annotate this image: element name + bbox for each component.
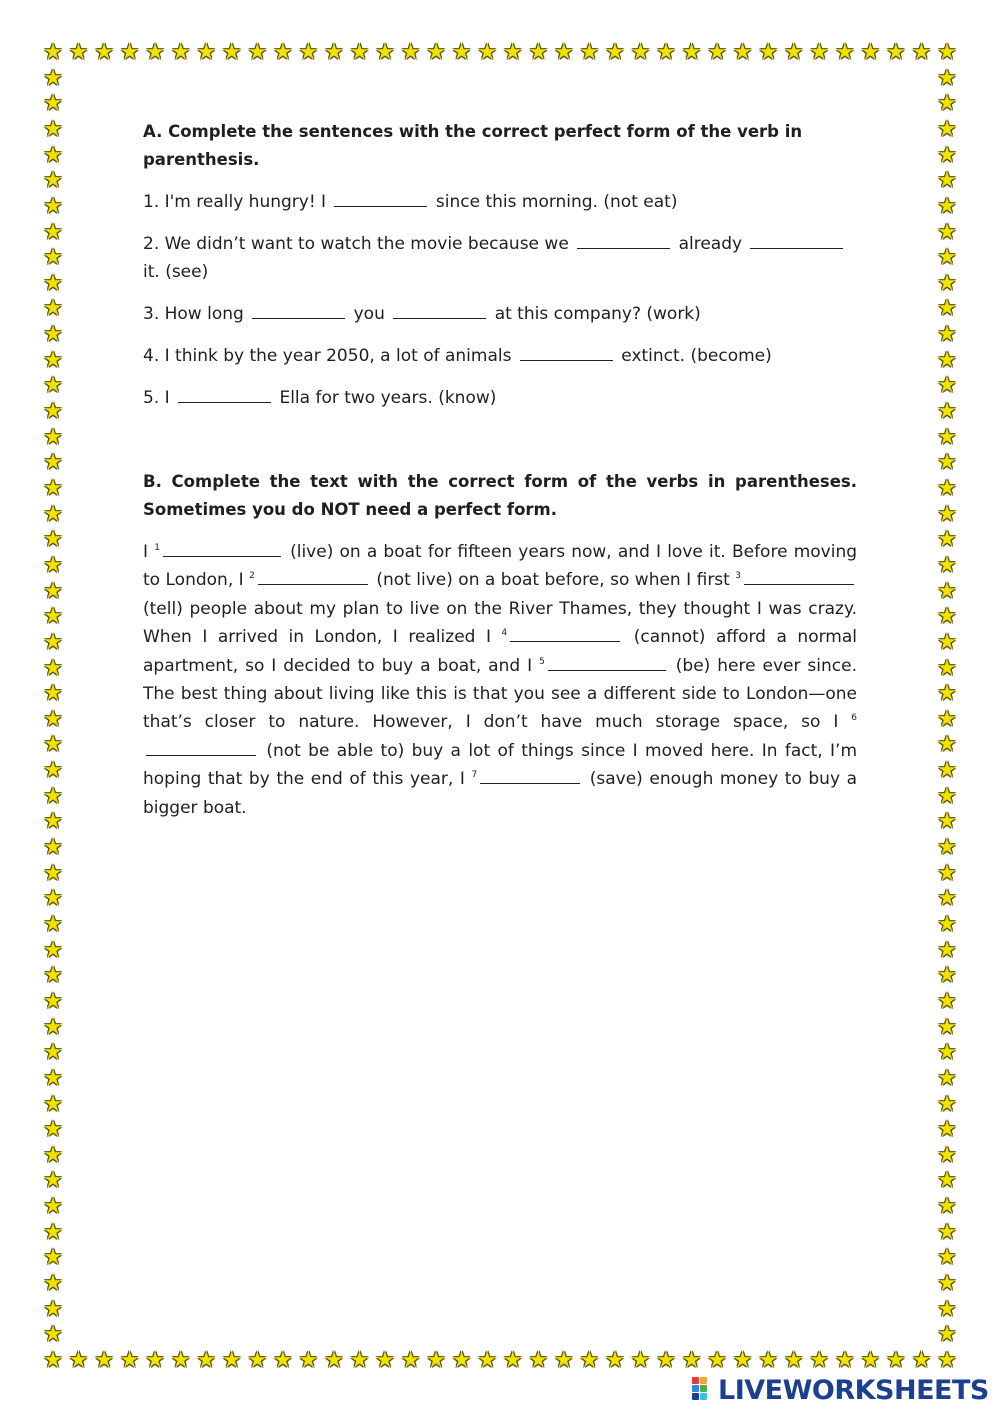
passage-text: (not be able to) buy a lot of things since I moved here. In fact, I’m hoping that by the end of this year, I bbox=[143, 740, 857, 790]
star-icon: ★ bbox=[43, 886, 63, 912]
star-icon: ★ bbox=[43, 65, 63, 91]
star-icon: ★ bbox=[937, 1194, 957, 1220]
star-icon: ★ bbox=[528, 1348, 549, 1373]
answer-blank[interactable] bbox=[750, 232, 843, 249]
star-icon: ★ bbox=[43, 655, 63, 681]
star-icon: ★ bbox=[937, 399, 957, 425]
star-icon: ★ bbox=[937, 706, 957, 732]
logo-text: LIVEWORKSHEETS bbox=[718, 1374, 989, 1406]
star-icon: ★ bbox=[477, 1348, 498, 1373]
star-icon: ★ bbox=[937, 835, 957, 861]
star-icon: ★ bbox=[937, 1065, 957, 1091]
star-icon: ★ bbox=[656, 1348, 676, 1373]
star-icon: ★ bbox=[298, 1348, 319, 1373]
answer-blank[interactable] bbox=[334, 190, 427, 207]
star-icon: ★ bbox=[94, 40, 114, 65]
star-icon: ★ bbox=[937, 1091, 957, 1117]
worksheet-content bbox=[143, 118, 857, 822]
star-icon: ★ bbox=[681, 1348, 702, 1373]
star-icon: ★ bbox=[400, 40, 421, 65]
star-icon: ★ bbox=[937, 40, 957, 65]
star-icon: ★ bbox=[43, 758, 63, 784]
star-icon: ★ bbox=[937, 860, 957, 886]
star-icon: ★ bbox=[758, 40, 779, 65]
star-icon: ★ bbox=[43, 783, 63, 809]
answer-blank[interactable] bbox=[252, 302, 345, 319]
star-icon: ★ bbox=[886, 1348, 906, 1373]
star-icon: ★ bbox=[145, 1348, 166, 1373]
answer-blank[interactable] bbox=[163, 540, 281, 557]
star-icon: ★ bbox=[937, 1219, 957, 1245]
star-icon: ★ bbox=[43, 476, 63, 501]
logo-grid-icon bbox=[692, 1377, 716, 1403]
question-2 bbox=[143, 230, 857, 286]
star-icon: ★ bbox=[707, 40, 727, 65]
passage-text: (not live) on a boat before, so when I first bbox=[376, 570, 730, 591]
gap-number: 7 bbox=[471, 770, 478, 781]
section-a-heading: A. Complete the sentences with the correct perfect form of the verb in parenthesis. bbox=[143, 122, 803, 169]
star-icon: ★ bbox=[937, 1348, 957, 1373]
star-icon: ★ bbox=[937, 783, 957, 809]
star-icon: ★ bbox=[937, 296, 957, 322]
star-icon: ★ bbox=[502, 40, 523, 65]
star-icon: ★ bbox=[43, 399, 63, 425]
star-icon: ★ bbox=[43, 270, 63, 296]
question-text: 5. I bbox=[143, 388, 170, 408]
star-icon: ★ bbox=[119, 40, 140, 65]
star-icon: ★ bbox=[937, 886, 957, 912]
star-icon: ★ bbox=[656, 40, 676, 65]
star-icon: ★ bbox=[43, 424, 63, 450]
star-icon: ★ bbox=[43, 168, 63, 194]
star-icon: ★ bbox=[860, 40, 881, 65]
star-icon: ★ bbox=[43, 1271, 63, 1297]
star-icon: ★ bbox=[937, 116, 957, 142]
star-icon: ★ bbox=[937, 732, 957, 758]
star-icon: ★ bbox=[502, 1348, 523, 1373]
star-icon: ★ bbox=[937, 963, 957, 989]
star-icon: ★ bbox=[43, 681, 63, 707]
star-icon: ★ bbox=[937, 91, 957, 117]
star-icon: ★ bbox=[426, 1348, 446, 1373]
star-icon: ★ bbox=[937, 1245, 957, 1271]
question-text: it. (see) bbox=[143, 262, 209, 282]
star-icon: ★ bbox=[43, 578, 63, 604]
star-icon: ★ bbox=[94, 1348, 114, 1373]
star-icon: ★ bbox=[911, 1348, 932, 1373]
gap-number: 6 bbox=[851, 713, 857, 724]
star-icon: ★ bbox=[43, 963, 63, 989]
star-icon: ★ bbox=[273, 1348, 293, 1373]
star-icon: ★ bbox=[477, 40, 498, 65]
star-icon: ★ bbox=[758, 1348, 779, 1373]
star-icon: ★ bbox=[937, 758, 957, 784]
star-icon: ★ bbox=[605, 40, 625, 65]
star-icon: ★ bbox=[937, 988, 957, 1014]
star-icon: ★ bbox=[937, 1271, 957, 1297]
star-icon: ★ bbox=[809, 40, 830, 65]
star-icon: ★ bbox=[630, 1348, 651, 1373]
star-icon: ★ bbox=[43, 835, 63, 861]
star-icon: ★ bbox=[43, 604, 63, 630]
star-icon: ★ bbox=[43, 1322, 63, 1348]
passage-text: (live) on a boat for fifteen years now, and I love it. Before moving to London, I bbox=[143, 542, 858, 591]
star-icon: ★ bbox=[43, 937, 63, 963]
star-icon: ★ bbox=[937, 937, 957, 963]
answer-blank[interactable] bbox=[178, 386, 271, 403]
question-1 bbox=[143, 188, 857, 216]
star-icon: ★ bbox=[43, 347, 63, 373]
star-icon: ★ bbox=[937, 912, 957, 937]
question-text: since this morning. (not eat) bbox=[435, 192, 678, 212]
star-icon: ★ bbox=[375, 40, 395, 65]
star-icon: ★ bbox=[553, 40, 574, 65]
star-icon: ★ bbox=[553, 1348, 574, 1373]
star-icon: ★ bbox=[43, 629, 63, 655]
star-icon: ★ bbox=[43, 527, 63, 553]
star-icon: ★ bbox=[196, 40, 217, 65]
question-text: you bbox=[353, 304, 385, 324]
star-icon: ★ bbox=[937, 450, 957, 476]
star-icon: ★ bbox=[451, 1348, 472, 1373]
star-icon: ★ bbox=[273, 40, 293, 65]
star-icon: ★ bbox=[221, 1348, 242, 1373]
star-icon: ★ bbox=[937, 142, 957, 168]
answer-blank[interactable] bbox=[744, 568, 854, 585]
star-icon: ★ bbox=[834, 1348, 855, 1373]
answer-blank[interactable] bbox=[548, 654, 666, 671]
star-icon: ★ bbox=[937, 270, 957, 296]
star-icon: ★ bbox=[43, 1348, 63, 1373]
gap-number: 4 bbox=[501, 628, 508, 639]
star-icon: ★ bbox=[43, 1040, 63, 1066]
star-icon: ★ bbox=[937, 373, 957, 399]
star-icon: ★ bbox=[43, 1168, 63, 1194]
star-icon: ★ bbox=[43, 1219, 63, 1245]
question-text: 3. How long bbox=[143, 304, 244, 324]
passage bbox=[143, 538, 857, 822]
star-icon: ★ bbox=[247, 1348, 268, 1373]
star-icon: ★ bbox=[579, 40, 600, 65]
question-text: Ella for two years. (know) bbox=[279, 388, 497, 408]
gap-number: 2 bbox=[249, 571, 255, 582]
star-icon: ★ bbox=[809, 1348, 830, 1373]
star-icon: ★ bbox=[630, 40, 651, 65]
star-icon: ★ bbox=[43, 732, 63, 758]
star-icon: ★ bbox=[43, 116, 63, 142]
star-icon: ★ bbox=[937, 1014, 957, 1040]
star-icon: ★ bbox=[937, 1117, 957, 1143]
star-icon: ★ bbox=[43, 219, 63, 245]
star-icon: ★ bbox=[43, 501, 63, 527]
liveworksheets-logo bbox=[692, 1375, 989, 1405]
passage-text: I bbox=[143, 542, 149, 562]
star-icon: ★ bbox=[43, 322, 63, 348]
question-4 bbox=[143, 342, 857, 370]
question-text: extinct. (become) bbox=[621, 346, 772, 366]
star-icon: ★ bbox=[937, 809, 957, 835]
star-icon: ★ bbox=[937, 1142, 957, 1168]
star-icon: ★ bbox=[937, 193, 957, 219]
star-icon: ★ bbox=[298, 40, 319, 65]
gap-number: 3 bbox=[735, 571, 742, 582]
star-icon: ★ bbox=[43, 1142, 63, 1168]
star-icon: ★ bbox=[43, 1194, 63, 1220]
star-icon: ★ bbox=[349, 1348, 370, 1373]
star-icon: ★ bbox=[400, 1348, 421, 1373]
star-icon: ★ bbox=[170, 1348, 191, 1373]
star-icon: ★ bbox=[937, 655, 957, 681]
star-icon: ★ bbox=[196, 1348, 217, 1373]
star-icon: ★ bbox=[43, 1065, 63, 1091]
star-icon: ★ bbox=[426, 40, 446, 65]
star-icon: ★ bbox=[145, 40, 166, 65]
star-icon: ★ bbox=[937, 476, 957, 501]
star-icon: ★ bbox=[783, 40, 804, 65]
question-text: 2. We didn’t want to watch the movie because we bbox=[143, 234, 569, 254]
passage-text: (tell) people about my plan to live on the River Thames, they thought I was crazy. When I arrived in London, I realized I bbox=[143, 598, 857, 648]
answer-blank[interactable] bbox=[510, 625, 620, 642]
star-icon: ★ bbox=[43, 1245, 63, 1271]
star-icon: ★ bbox=[119, 1348, 140, 1373]
star-icon: ★ bbox=[681, 40, 702, 65]
star-icon: ★ bbox=[375, 1348, 395, 1373]
star-icon: ★ bbox=[937, 1322, 957, 1348]
answer-blank[interactable] bbox=[520, 344, 613, 361]
star-icon: ★ bbox=[324, 40, 344, 65]
star-icon: ★ bbox=[43, 1014, 63, 1040]
star-icon: ★ bbox=[937, 552, 957, 578]
star-icon: ★ bbox=[937, 1168, 957, 1194]
star-icon: ★ bbox=[247, 40, 268, 65]
answer-blank[interactable] bbox=[393, 302, 486, 319]
question-5 bbox=[143, 384, 857, 412]
star-icon: ★ bbox=[43, 860, 63, 886]
star-icon: ★ bbox=[707, 1348, 727, 1373]
answer-blank[interactable] bbox=[480, 767, 580, 784]
question-3 bbox=[143, 300, 857, 328]
star-icon: ★ bbox=[732, 40, 753, 65]
star-icon: ★ bbox=[43, 296, 63, 322]
star-icon: ★ bbox=[43, 809, 63, 835]
star-icon: ★ bbox=[43, 245, 63, 271]
star-icon: ★ bbox=[834, 40, 855, 65]
star-icon: ★ bbox=[43, 40, 63, 65]
star-icon: ★ bbox=[937, 65, 957, 91]
star-icon: ★ bbox=[937, 681, 957, 707]
passage-text: (save) enough money to buy a bigger boat. bbox=[143, 769, 857, 818]
star-icon: ★ bbox=[349, 40, 370, 65]
star-icon: ★ bbox=[886, 40, 906, 65]
star-icon: ★ bbox=[937, 424, 957, 450]
star-icon: ★ bbox=[579, 1348, 600, 1373]
star-icon: ★ bbox=[528, 40, 549, 65]
star-icon: ★ bbox=[43, 142, 63, 168]
gap-number: 1 bbox=[154, 543, 160, 553]
star-icon: ★ bbox=[43, 552, 63, 578]
star-icon: ★ bbox=[170, 40, 191, 65]
star-icon: ★ bbox=[937, 527, 957, 553]
star-icon: ★ bbox=[937, 245, 957, 271]
star-icon: ★ bbox=[43, 912, 63, 937]
section-b-heading: B. Complete the text with the correct form of the verbs in parentheses. Sometimes you do NOT need a perfect form. bbox=[143, 472, 857, 519]
star-icon: ★ bbox=[43, 706, 63, 732]
passage-text: (cannot) afford a normal apartment, so I decided to buy a boat, and I bbox=[143, 627, 857, 676]
star-icon: ★ bbox=[937, 1040, 957, 1066]
gap-number: 5 bbox=[539, 656, 545, 667]
passage-text: (be) here ever since. The best thing about living like this is that you see a different side to London—one that’s closer to nature. However, I don’t have much storage space, so I bbox=[143, 655, 857, 733]
star-icon: ★ bbox=[605, 1348, 625, 1373]
star-icon: ★ bbox=[43, 1091, 63, 1117]
star-icon: ★ bbox=[783, 1348, 804, 1373]
star-icon: ★ bbox=[68, 40, 89, 65]
star-icon: ★ bbox=[451, 40, 472, 65]
star-icon: ★ bbox=[43, 988, 63, 1014]
star-icon: ★ bbox=[43, 450, 63, 476]
answer-blank[interactable] bbox=[577, 232, 670, 249]
star-icon: ★ bbox=[937, 347, 957, 373]
star-icon: ★ bbox=[937, 501, 957, 527]
star-icon: ★ bbox=[43, 373, 63, 399]
question-text: at this company? (work) bbox=[494, 304, 701, 324]
star-icon: ★ bbox=[937, 629, 957, 655]
star-icon: ★ bbox=[43, 91, 63, 117]
star-icon: ★ bbox=[937, 1296, 957, 1322]
question-text: 4. I think by the year 2050, a lot of animals bbox=[143, 346, 512, 366]
star-icon: ★ bbox=[221, 40, 242, 65]
star-icon: ★ bbox=[43, 1296, 63, 1322]
star-icon: ★ bbox=[324, 1348, 344, 1373]
star-icon: ★ bbox=[937, 168, 957, 194]
star-icon: ★ bbox=[43, 1117, 63, 1143]
star-icon: ★ bbox=[732, 1348, 753, 1373]
star-icon: ★ bbox=[937, 578, 957, 604]
star-icon: ★ bbox=[860, 1348, 881, 1373]
question-text: already bbox=[678, 234, 743, 254]
section-b bbox=[143, 468, 857, 822]
question-text: 1. I'm really hungry! I bbox=[143, 192, 327, 212]
star-icon: ★ bbox=[43, 193, 63, 219]
star-icon: ★ bbox=[937, 604, 957, 630]
answer-blank[interactable] bbox=[258, 568, 368, 585]
star-icon: ★ bbox=[911, 40, 932, 65]
answer-blank[interactable] bbox=[146, 739, 256, 756]
star-icon: ★ bbox=[937, 219, 957, 245]
star-icon: ★ bbox=[937, 322, 957, 348]
star-icon: ★ bbox=[68, 1348, 89, 1373]
